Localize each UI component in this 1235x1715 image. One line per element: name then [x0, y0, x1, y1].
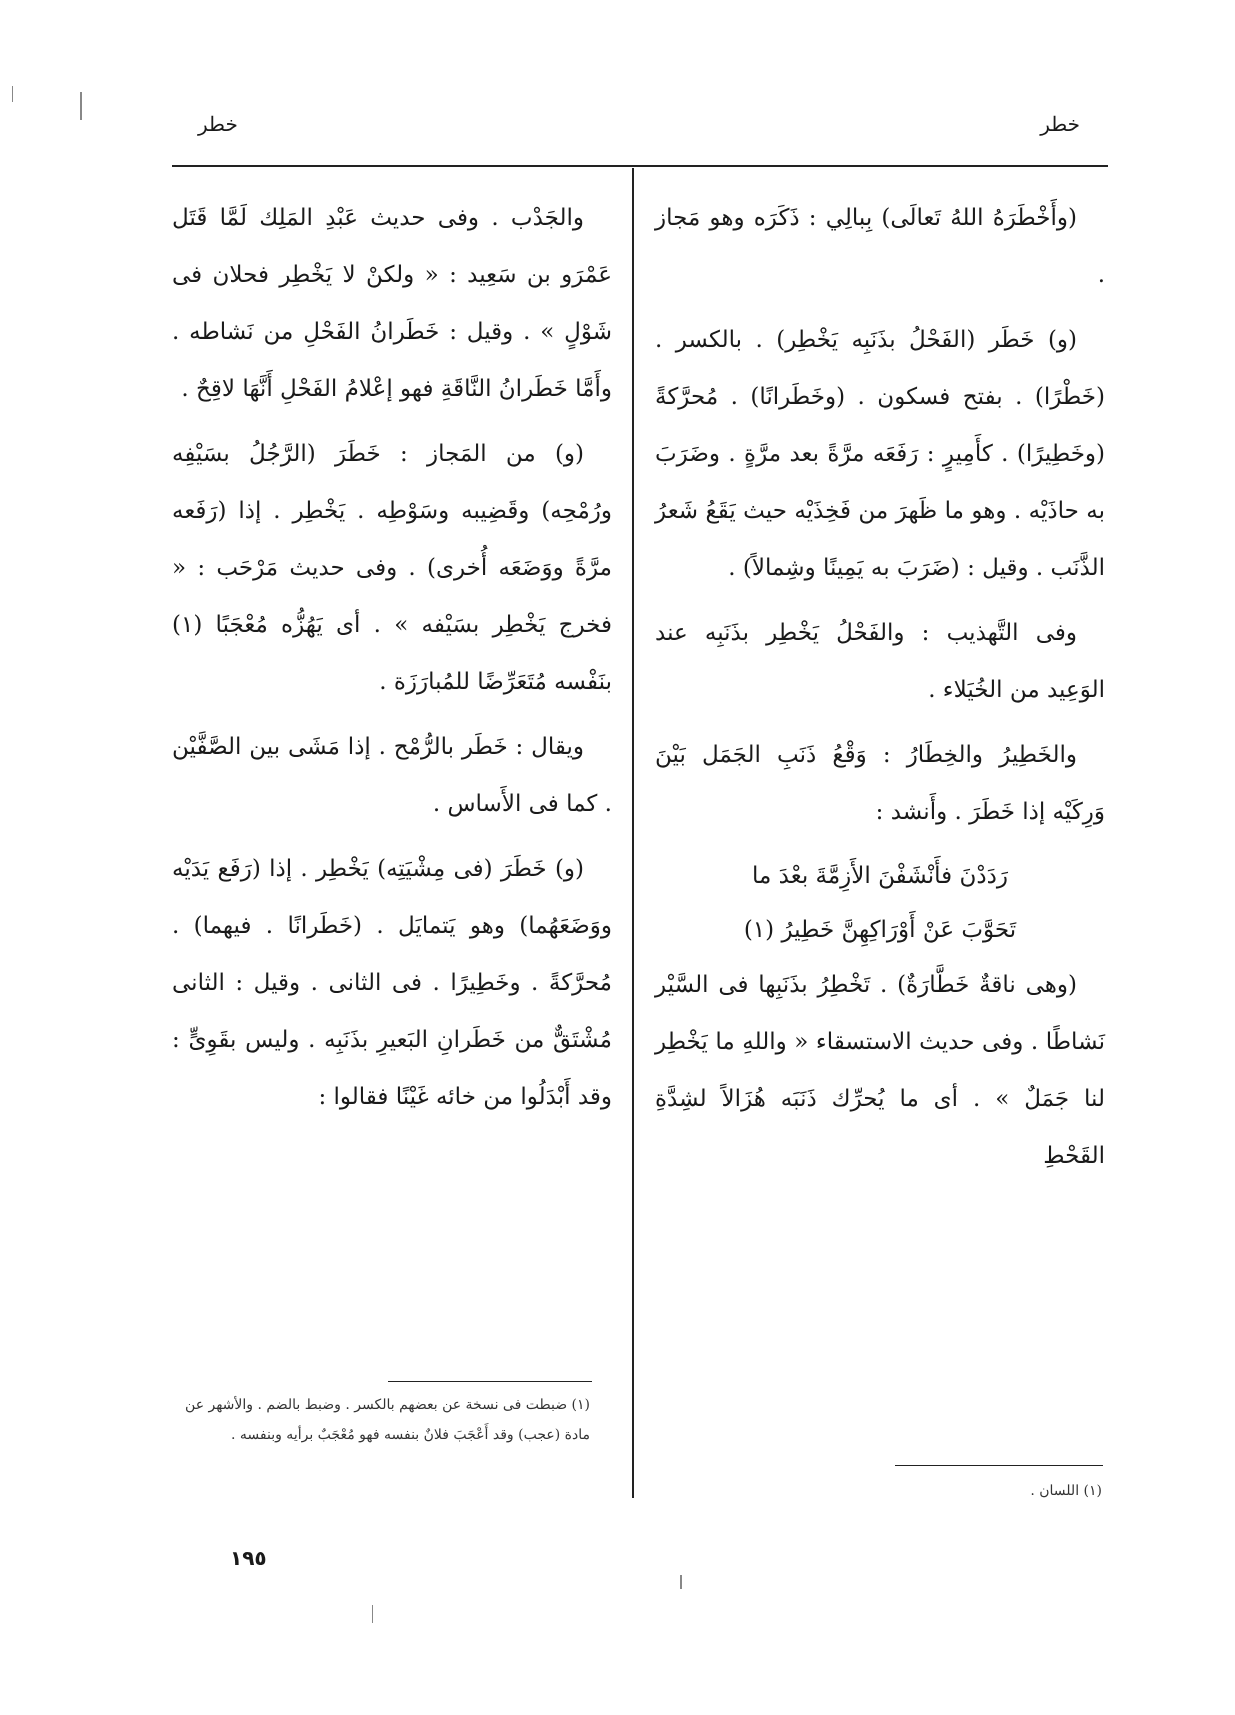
- paragraph: والجَدْب . وفى حديث عَبْدِ المَلِك لَمَّا قَتَل عَمْرَو بن سَعِيد : « ولكنْ لا يَخْطِر فحلان فى شَوْلٍ » . وقيل : خَطَرانُ الفَحْلِ من نَشاطه . وأَمَّا خَطَرانُ النَّاقَةِ فهو إعْلامُ الفَحْلِ أَنَّهَا لاقِحٌ .: [172, 205, 612, 402]
- scan-mark: [12, 86, 13, 102]
- left-column: [172, 190, 612, 1134]
- footnote-rule-right: [895, 1465, 1103, 1466]
- verse-line: رَدَدْنَ فأَنْشَفْنَ الأَزِمَّةَ بعْدَ ما: [752, 863, 1008, 889]
- footnote-rule-left: [388, 1381, 592, 1382]
- paragraph: (و) من المَجاز : خَطَرَ (الرَّجُلُ بسَيْفِه ورُمْحِه) وقَضِيبه وسَوْطِه . يَخْطِر . إذا (رَفَعه مرَّةً ووَضَعَه أُخرى) . وفى حديث مَرْحَب : « فخرج يَخْطِر بسَيْفه » . أى يَهُزُّه مُعْجَبًا (١) بنَفْسه مُتَعَرِّضًا للمُبارَزَة .: [172, 441, 612, 695]
- running-header-right: خطر: [1040, 112, 1080, 136]
- page-number: ١٩٥: [230, 1546, 267, 1570]
- paragraph: ويقال : خَطَر بالرُّمْح . إذا مَشَى بين الصَّفَّيْن . كما فى الأَساس .: [172, 734, 612, 817]
- paragraph: والخَطِيرُ والخِطَارُ : وَقْعُ ذَنَبِ الجَمَل بَيْنَ وَرِكَيْه إذا خَطَرَ . وأَنشد :: [655, 742, 1105, 825]
- scan-mark: [80, 92, 82, 120]
- scan-mark: [372, 1605, 373, 1623]
- column-divider: [632, 168, 634, 1498]
- verse-line: تَحَوَّبَ عَنْ أَوْرَاكِهِنَّ خَطِيرُ (١): [743, 917, 1017, 943]
- right-column: [655, 190, 1105, 1193]
- header-rule: [172, 165, 1108, 167]
- paragraph: (و) خَطَرَ (فى مِشْيَتِه) يَخْطِر . إذا (رَفَع يَدَيْه ووَضَعَهُما) وهو يَتمايَل . (خَطَرانًا . فيهما) . مُحرَّكةً . وخَطِيرًا . فى الثانى . وقيل : الثانى مُشْتَقٌّ من خَطَرانِ البَعيرِ بذَنَبِه . وليس بقَوِىٍّ : وقد أَبْدَلُوا من خائه غَيْنًا فقالوا :: [172, 856, 612, 1110]
- paragraph: (و) خَطَر (الفَحْلُ بذَنَبِه يَخْطِر) . بالكسر . (خَطْرًا) . بفتح فسكون . (وخَطَرانًا) . مُحرَّكةً (وخَطِيرًا) . كأَمِيرٍ : رَفَعَه مرَّةً بعد مرَّةٍ . وضَرَبَ به حاذَيْه . وهو ما ظَهرَ من فَخِذَيْه حيث يَقَعُ شَعرُ الذَّنَب . وقيل : (ضَرَبَ به يَمِينًا وشِمالاً) .: [655, 327, 1105, 581]
- paragraph: وفى التَّهذيب : والفَحْلُ يَخْطِر بذَنَبِه عند الوَعِيد من الخُيَلاء .: [655, 620, 1105, 703]
- footnote-right: (١) اللسان .: [1030, 1483, 1102, 1499]
- scan-mark: [680, 1575, 682, 1589]
- footnote-left: (١) ضبطت فى نسخة عن بعضهم بالكسر . وضبط بالضم . والأشهر عن مادة (عجب) وقد أَعْجَبَ فلانٌ بنفسه فهو مُعْجَبٌ برأيه وبنفسه .: [185, 1397, 590, 1443]
- paragraph: (وهى ناقةٌ خَطَّارَةٌ) . تَخْطِرُ بذَنَبِها فى السَّيْر نَشاطًا . وفى حديث الاستسقاء « واللهِ ما يَخْطِر لنا جَمَلٌ » . أى ما يُحرِّك ذَنَبَه هُزَالاً لشِدَّةِ القَحْطِ: [655, 972, 1105, 1169]
- running-header-left: خطر: [198, 112, 238, 136]
- paragraph: (وأَخْطَرَهُ اللهُ تَعالَى) بِبالِي : ذَكَرَه وهو مَجاز .: [655, 205, 1105, 288]
